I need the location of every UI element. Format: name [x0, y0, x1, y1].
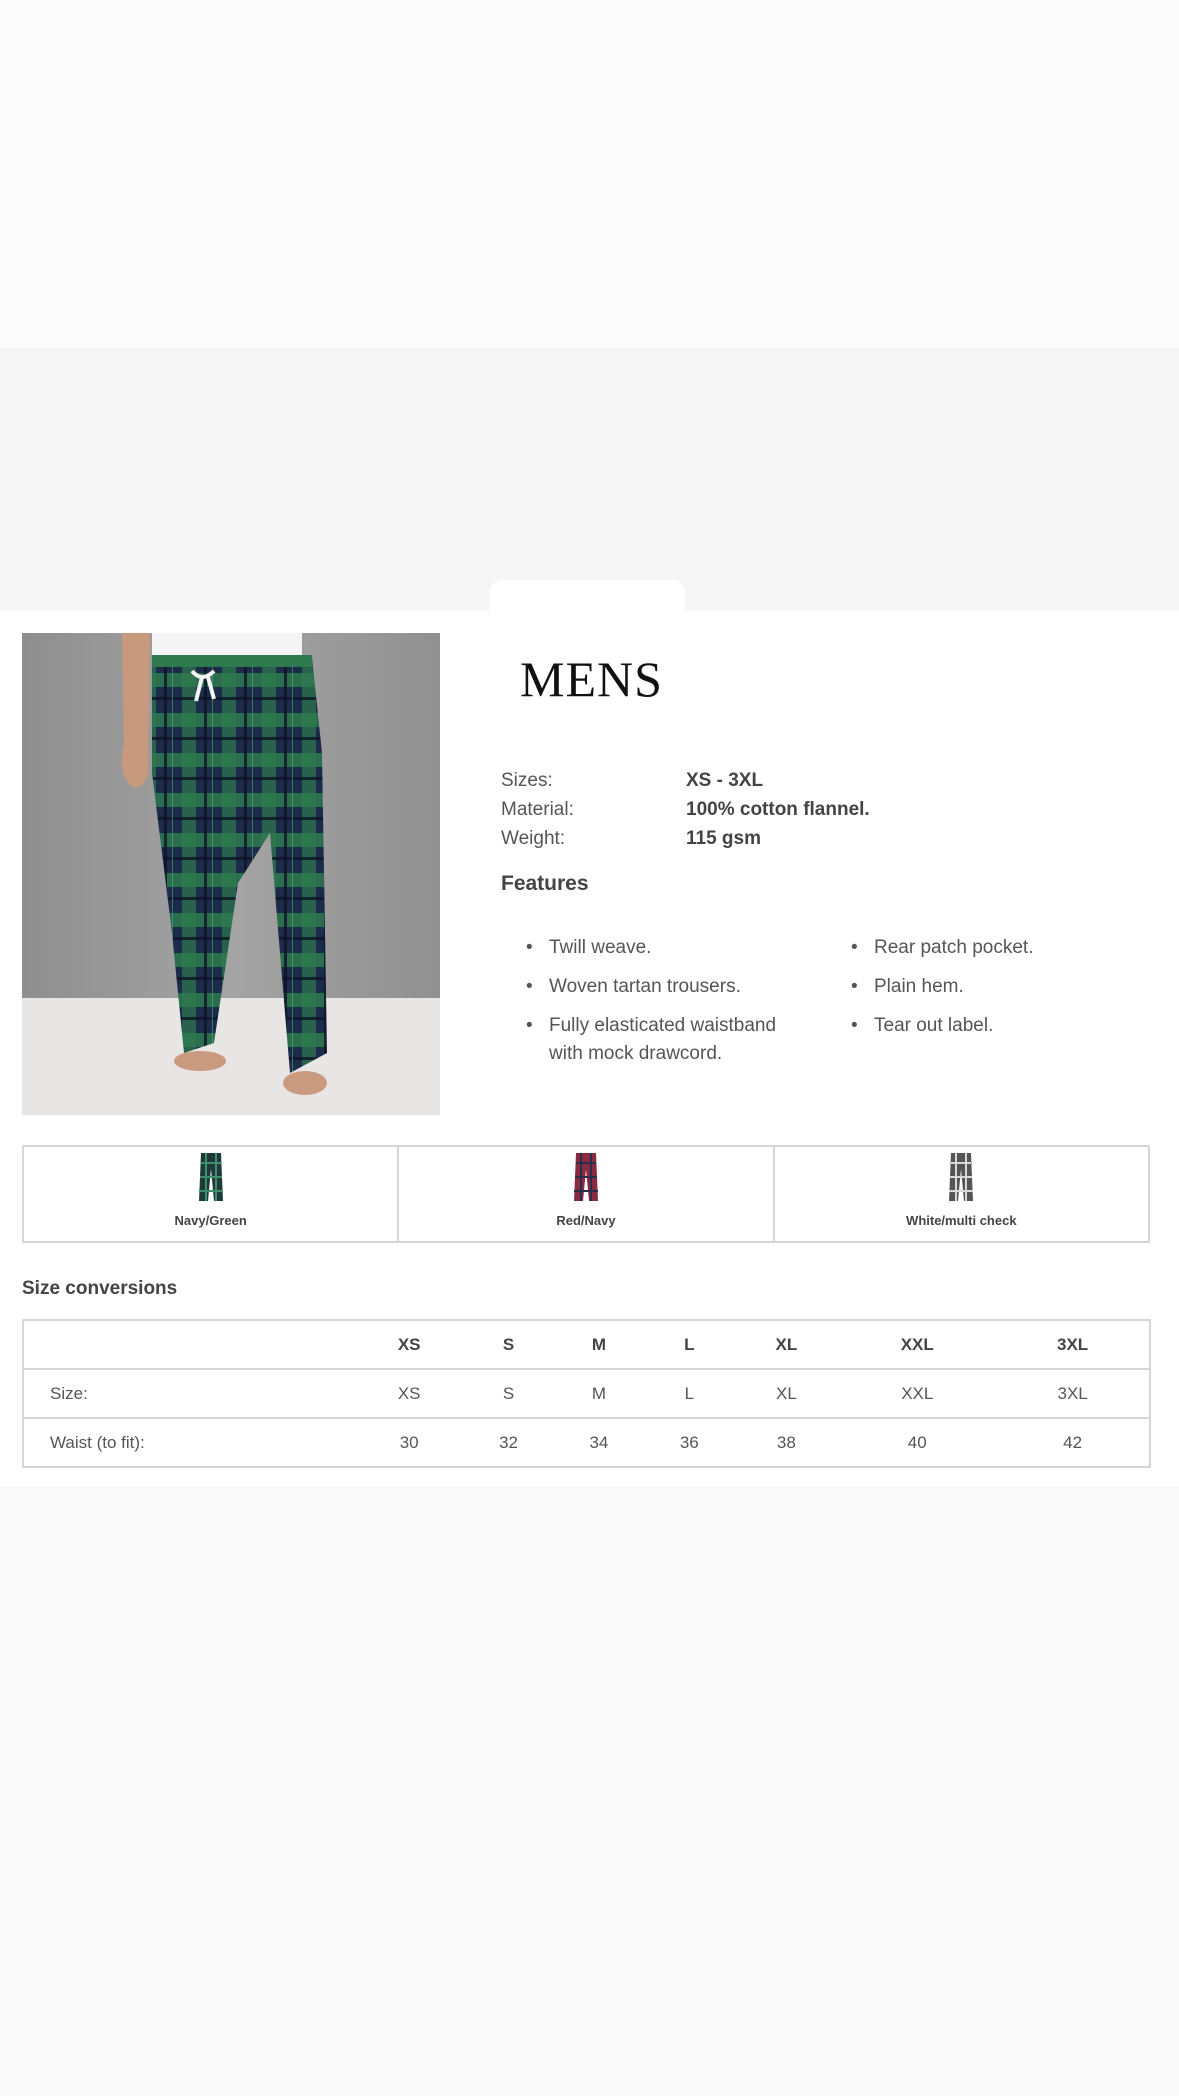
table-cell: L: [644, 1369, 734, 1418]
spec-value-weight: 115 gsm: [686, 828, 761, 849]
color-options: [22, 1145, 1150, 1243]
table-header: 3XL: [996, 1320, 1150, 1369]
table-header-row: [23, 1320, 1150, 1369]
row-label: Waist (to fit):: [23, 1418, 355, 1467]
table-header: M: [554, 1320, 644, 1369]
table-cell: 3XL: [996, 1369, 1150, 1418]
trousers-icon: [946, 1151, 976, 1205]
table-cell: 38: [734, 1418, 838, 1467]
bottom-background: [0, 1486, 1179, 2096]
table-header: L: [644, 1320, 734, 1369]
table-header: XS: [355, 1320, 463, 1369]
card-tab: [490, 580, 685, 614]
table-header: XXL: [838, 1320, 996, 1369]
color-option-white-multi[interactable]: [773, 1147, 1148, 1241]
spec-label-sizes: Sizes:: [501, 770, 553, 791]
product-photo: [22, 633, 440, 1115]
table-header: S: [463, 1320, 553, 1369]
features-heading: Features: [501, 872, 589, 895]
color-option-red-navy[interactable]: [397, 1147, 772, 1241]
table-header: XL: [734, 1320, 838, 1369]
table-cell: 34: [554, 1418, 644, 1467]
spec-value-material: 100% cotton flannel.: [686, 799, 870, 820]
feature-item: • Rear patch pocket.: [874, 934, 1134, 962]
top-background: [0, 0, 1179, 348]
feature-item: • Tear out label.: [874, 1012, 1134, 1040]
spec-label-material: Material:: [501, 799, 574, 820]
feature-item: • Plain hem.: [874, 973, 1134, 1001]
size-conversion-table: [22, 1319, 1151, 1468]
color-name: Red/Navy: [556, 1213, 616, 1228]
product-title: MENS: [520, 651, 663, 707]
spec-label-weight: Weight:: [501, 828, 566, 849]
trousers-icon: [196, 1151, 226, 1205]
table-cell: XL: [734, 1369, 838, 1418]
table-cell: 42: [996, 1418, 1150, 1467]
feature-item: • Twill weave.: [549, 934, 809, 962]
trousers-icon: [571, 1151, 601, 1205]
table-cell: 36: [644, 1418, 734, 1467]
table-cell: S: [463, 1369, 553, 1418]
table-cell: 40: [838, 1418, 996, 1467]
spec-value-sizes: XS - 3XL: [686, 770, 764, 791]
table-row: [23, 1369, 1150, 1418]
header-background: [0, 348, 1179, 610]
table-cell: M: [554, 1369, 644, 1418]
feature-item: • Woven tartan trousers.: [549, 973, 809, 1001]
color-name: Navy/Green: [174, 1213, 247, 1228]
table-cell: 32: [463, 1418, 553, 1467]
row-label: Size:: [23, 1369, 355, 1418]
color-name: White/multi check: [906, 1213, 1017, 1228]
table-cell: XXL: [838, 1369, 996, 1418]
table-row: [23, 1418, 1150, 1467]
size-conversions-heading: Size conversions: [22, 1278, 178, 1299]
feature-item: • Fully elasticated waistband with mock drawcord.: [549, 1012, 809, 1068]
table-cell: XS: [355, 1369, 463, 1418]
table-header-empty: [23, 1320, 355, 1369]
table-cell: 30: [355, 1418, 463, 1467]
color-option-navy-green[interactable]: [24, 1147, 397, 1241]
